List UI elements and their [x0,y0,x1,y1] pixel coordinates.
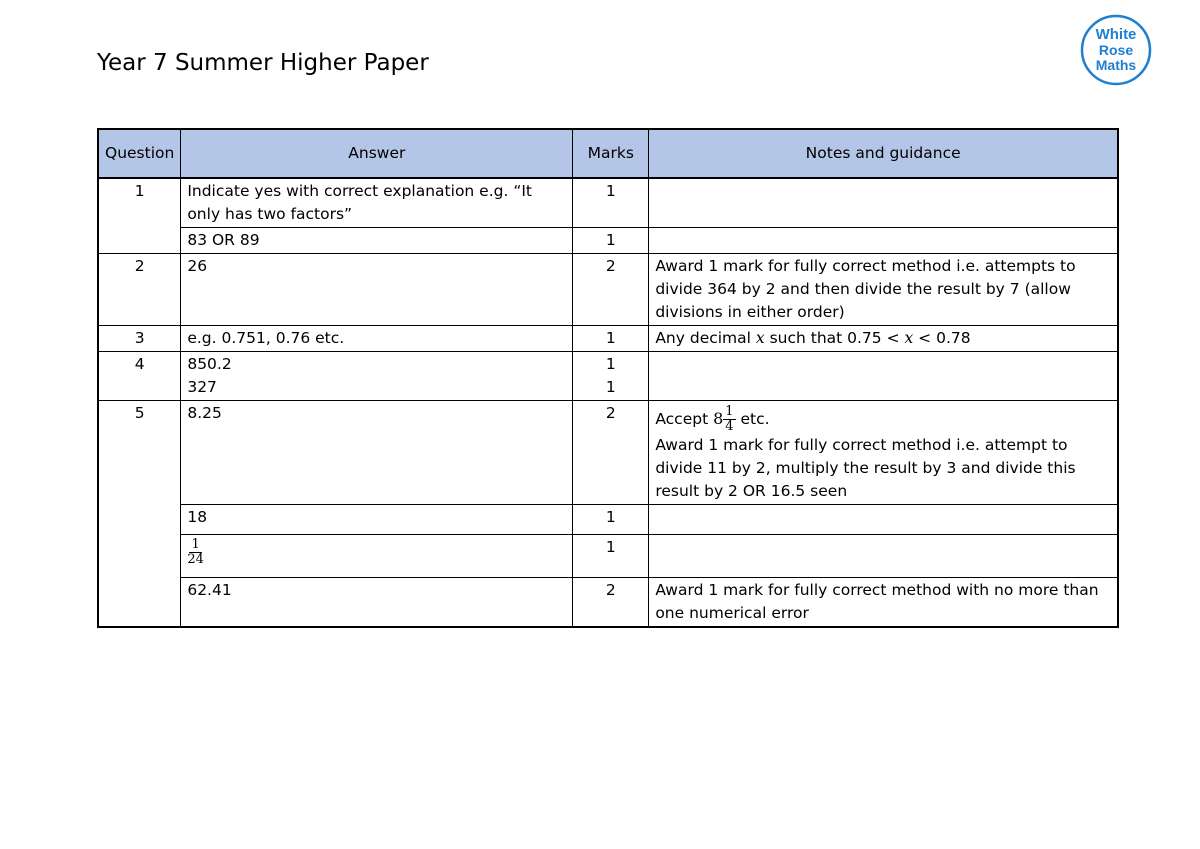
notes-cell [649,178,1118,228]
question-number: 5 [98,401,181,628]
header-answer: Answer [181,129,573,178]
notes-text: such that 0.75 < [764,329,905,347]
marks-cell: 1 [573,505,649,535]
table-row [98,535,1118,578]
svg-text:Rose: Rose [1098,42,1134,58]
notes-text: etc. [735,410,770,428]
notes-text: Accept [655,410,714,428]
answer-cell: 26 [181,254,573,326]
marks-line: 1 [605,378,616,396]
table-row [98,228,1118,254]
answer-cell: e.g. 0.751, 0.76 etc. [181,326,573,352]
question-number: 3 [98,326,181,352]
marks-cell: 2 [573,254,649,326]
header-notes: Notes and guidance [649,129,1118,178]
answer-cell [181,352,573,401]
notes-cell [649,228,1118,254]
document-title: Year 7 Summer Higher Paper [97,50,429,76]
svg-text:Maths: Maths [1095,57,1137,73]
marks-cell: 2 [573,401,649,505]
question-number: 2 [98,254,181,326]
table-row [98,401,1118,505]
answer-line: 850.2 [187,355,232,373]
fraction [723,405,735,434]
answer-cell: 83 OR 89 [181,228,573,254]
answer-line: 327 [187,378,217,396]
header-marks: Marks [573,129,649,178]
accept-note [655,405,1111,434]
answer-cell: 18 [181,505,573,535]
question-number: 4 [98,352,181,401]
marks-cell: 1 [573,228,649,254]
notes-cell [649,505,1118,535]
math-variable: x [755,329,765,347]
marks-cell: 2 [573,578,649,628]
svg-text:White: White [1095,26,1137,43]
table-row [98,578,1118,628]
table-row [98,178,1118,228]
notes-cell [649,326,1118,352]
fraction-numerator: 1 [191,537,200,552]
notes-cell [649,401,1118,505]
white-rose-maths-logo [1080,14,1152,86]
question-number: 1 [98,178,181,254]
answer-cell: 8.25 [181,401,573,505]
notes-text: Any decimal [655,329,756,347]
notes-text: < 0.78 [913,329,971,347]
notes-cell: Award 1 mark for fully correct method i.e. attempts to divide 364 by 2 and then divide the result by 7 (allow divisions in either order) [649,254,1118,326]
fraction-denominator: 4 [725,419,734,434]
answer-cell: Indicate yes with correct explanation e.g. “It only has two factors” [181,178,573,228]
table-row [98,254,1118,326]
answer-cell: 62.41 [181,578,573,628]
marks-cell: 1 [573,178,649,228]
table-header-row [98,129,1118,178]
marks-cell [573,352,649,401]
fraction-numerator: 1 [725,404,734,419]
notes-cell [649,535,1118,578]
fraction-denominator: 24 [187,552,204,567]
table-row [98,326,1118,352]
notes-cell [649,352,1118,401]
math-variable: x [904,329,914,347]
marks-cell: 1 [573,326,649,352]
notes-text: Award 1 mark for fully correct method i.e. attempt to divide 11 by 2, multiply the result by 3 and divide this result by 2 OR 16.5 seen [655,436,1076,500]
table-row [98,352,1118,401]
marks-line: 1 [605,355,616,373]
mark-scheme-table [97,128,1119,628]
notes-cell: Award 1 mark for fully correct method with no more than one numerical error [649,578,1118,628]
table-row [98,505,1118,535]
answer-cell [181,535,573,578]
header-question: Question [98,129,181,178]
mixed-number-whole: 8 [713,409,724,428]
fraction [187,538,204,567]
marks-cell: 1 [573,535,649,578]
